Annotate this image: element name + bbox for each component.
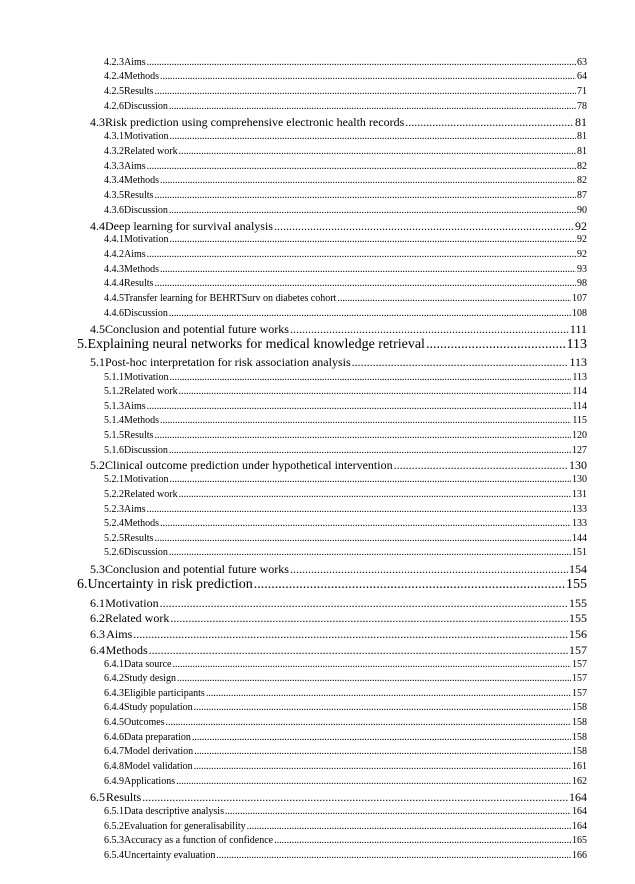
toc-entry-title: Results	[124, 429, 154, 441]
toc-entry-page: 162	[572, 775, 587, 787]
toc-entry-page: 127	[572, 444, 587, 456]
toc-dot-leader	[170, 611, 568, 626]
toc-entry-page: 164	[572, 820, 587, 832]
toc-entry-number: 5.1.5	[104, 429, 124, 441]
toc-dot-leader	[352, 355, 569, 370]
toc-entry[interactable]	[104, 372, 587, 383]
toc-entry-page: 92	[577, 248, 587, 260]
toc-entry-title: Methods	[124, 263, 159, 275]
toc-entry-title: Study design	[124, 672, 176, 684]
toc-entry[interactable]	[104, 547, 587, 558]
toc-entry[interactable]	[104, 702, 587, 713]
toc-entry-number: 6.4.3	[104, 687, 124, 699]
toc-entry-page: 120	[572, 429, 587, 441]
toc-entry-page: 158	[572, 716, 587, 728]
toc-entry-title: Methods	[124, 174, 159, 186]
toc-entry-title: Discussion	[124, 444, 168, 456]
toc-entry-page: 114	[572, 400, 587, 412]
toc-entry-number: 4.3.4	[104, 174, 124, 186]
toc-dot-leader	[172, 659, 571, 670]
toc-entry-number: 4.5	[90, 321, 105, 336]
toc-dot-leader	[177, 673, 571, 684]
toc-entry-page: 98	[577, 277, 587, 289]
toc-dot-leader	[147, 504, 571, 515]
toc-dot-leader	[290, 562, 568, 577]
toc-entry-page: 113	[572, 371, 587, 383]
toc-entry-title: Related work	[124, 385, 178, 397]
toc-entry[interactable]	[104, 161, 587, 172]
toc-entry-page: 130	[572, 473, 587, 485]
toc-entry[interactable]	[104, 673, 587, 684]
toc-entry-number: 6.4.9	[104, 775, 124, 787]
toc-entry-number: 5.1	[90, 354, 105, 369]
toc-dot-leader	[169, 308, 571, 319]
toc-entry[interactable]	[104, 474, 587, 485]
toc-entry[interactable]	[104, 659, 587, 670]
toc-entry[interactable]	[104, 761, 587, 772]
toc-entry-number: 4.4	[90, 218, 105, 233]
toc-entry-page: 151	[572, 546, 587, 558]
toc-entry[interactable]	[104, 415, 587, 426]
toc-entry-number: 4.3.3	[104, 160, 124, 172]
toc-entry-page: 158	[572, 745, 587, 757]
toc-entry-title: Motivation	[105, 595, 159, 610]
toc-entry-title: Results	[124, 277, 154, 289]
toc-entry-page: 108	[572, 307, 587, 319]
toc-entry-number: 6.4.8	[104, 760, 124, 772]
toc-entry[interactable]	[104, 489, 587, 500]
toc-entry-page: 144	[572, 532, 587, 544]
toc-entry-page: 114	[572, 385, 587, 397]
toc-entry[interactable]	[104, 688, 587, 699]
toc-dot-leader	[147, 161, 576, 172]
toc-entry-title: Applications	[124, 775, 176, 787]
toc-entry-number: 6.4.5	[104, 716, 124, 728]
toc-dot-leader	[394, 458, 568, 473]
toc-entry-title: Risk prediction using comprehensive electronic health records	[105, 114, 405, 129]
toc-entry-page: 115	[572, 414, 587, 426]
toc-entry-number: 5.2.2	[104, 488, 124, 500]
toc-entry-title: Conclusion and potential future works	[105, 321, 289, 336]
toc-entry-number: 6.5	[90, 789, 105, 804]
toc-entry-page: 63	[577, 56, 587, 68]
toc-dot-leader	[179, 146, 576, 157]
toc-entry-title: Explaining neural networks for medical knowledge retrieval	[87, 337, 425, 353]
toc-entry[interactable]	[104, 850, 587, 861]
toc-entry-number: 6.4.6	[104, 731, 124, 743]
toc-entry-page: 133	[572, 503, 587, 515]
toc-entry[interactable]	[104, 190, 587, 201]
toc-entry[interactable]	[104, 835, 587, 846]
toc-entry-title: Discussion	[124, 307, 168, 319]
toc-entry[interactable]	[104, 504, 587, 515]
toc-entry-title: Aims	[124, 400, 146, 412]
toc-entry[interactable]	[104, 86, 587, 97]
toc-entry[interactable]	[104, 278, 587, 289]
toc-entry-title: Motivation	[124, 233, 169, 245]
toc-dot-leader	[254, 577, 565, 593]
toc-dot-leader	[160, 518, 571, 529]
toc-entry-page: 155	[569, 595, 587, 610]
toc-entry-title: Results	[105, 789, 142, 804]
toc-entry[interactable]	[104, 518, 587, 529]
toc-entry-number: 6.5.3	[104, 834, 124, 846]
toc-dot-leader	[169, 131, 576, 142]
toc-dot-leader	[154, 278, 576, 289]
toc-entry-page: 157	[572, 672, 587, 684]
toc-entry-page: 161	[572, 760, 587, 772]
toc-entry-page: 164	[572, 805, 587, 817]
toc-dot-leader	[142, 790, 568, 805]
toc-entry[interactable]	[104, 175, 587, 186]
toc-entry-title: Discussion	[124, 204, 168, 216]
toc-dot-leader	[169, 205, 576, 216]
toc-entry-title: Study population	[124, 701, 193, 713]
toc-entry-title: Motivation	[124, 371, 169, 383]
toc-dot-leader	[194, 761, 571, 772]
toc-dot-leader	[169, 234, 576, 245]
toc-entry[interactable]	[104, 234, 587, 245]
toc-entry[interactable]	[104, 533, 587, 544]
toc-entry-title: Transfer learning for BEHRTSurv on diabetes cohort	[124, 292, 337, 304]
toc-entry-number: 6.1	[90, 595, 105, 610]
toc-dot-leader	[149, 643, 568, 658]
toc-entry-number: 4.4.1	[104, 233, 124, 245]
toc-entry[interactable]	[104, 293, 587, 304]
toc-entry[interactable]	[104, 806, 587, 817]
toc-entry[interactable]	[104, 101, 587, 112]
toc-entry-number: 4.4.5	[104, 292, 124, 304]
toc-dot-leader	[154, 430, 571, 441]
toc-entry[interactable]	[90, 627, 587, 642]
toc-entry[interactable]	[90, 562, 587, 577]
toc-entry-number: 4.2.6	[104, 100, 124, 112]
toc-entry-page: 133	[572, 517, 587, 529]
toc-dot-leader	[216, 850, 571, 861]
toc-entry-page: 113	[569, 354, 587, 369]
toc-entry-number: 5.2.1	[104, 473, 124, 485]
toc-entry-title: Eligible participants	[124, 687, 205, 699]
toc-entry-title: Aims	[106, 626, 133, 641]
toc-entry[interactable]	[90, 611, 587, 626]
toc-dot-leader	[147, 401, 572, 412]
toc-entry-number: 6.4.7	[104, 745, 124, 757]
toc-entry-page: 154	[569, 561, 587, 576]
toc-entry[interactable]	[90, 643, 587, 658]
toc-entry-title: Conclusion and potential future works	[105, 561, 289, 576]
toc-entry-number: 4.2.3	[104, 56, 124, 68]
toc-entry-page: 158	[572, 701, 587, 713]
toc-entry-title: Results	[124, 189, 154, 201]
toc-entry[interactable]	[104, 57, 587, 68]
toc-entry-title: Aims	[124, 503, 146, 515]
toc-entry-title: Post-hoc interpretation for risk association analysis	[105, 354, 351, 369]
toc-entry-page: 157	[569, 642, 587, 657]
toc-entry-number: 5.2.6	[104, 546, 124, 558]
toc-entry-number: 4.4.3	[104, 263, 124, 275]
toc-entry[interactable]	[104, 746, 587, 757]
toc-entry[interactable]	[104, 445, 587, 456]
toc-entry-title: Data preparation	[124, 731, 191, 743]
toc-entry-number: 6.5.1	[104, 805, 124, 817]
toc-entry-number: 5.1.3	[104, 400, 124, 412]
toc-dot-leader	[160, 415, 571, 426]
toc-entry-title: Discussion	[124, 100, 168, 112]
toc-entry[interactable]	[77, 577, 587, 593]
toc-dot-leader	[405, 115, 574, 130]
toc-entry-page: 71	[577, 85, 587, 97]
toc-entry-page: 157	[572, 687, 587, 699]
toc-entry[interactable]	[104, 430, 587, 441]
toc-entry-page: 155	[569, 610, 587, 625]
toc-entry-title: Evaluation for generalisability	[124, 820, 246, 832]
toc-entry-number: 5.3	[90, 561, 105, 576]
toc-entry-title: Results	[124, 85, 154, 97]
toc-entry-number: 4.4.6	[104, 307, 124, 319]
toc-entry-title: Aims	[124, 160, 146, 172]
toc-dot-leader	[160, 71, 576, 82]
toc-entry-title: Related work	[105, 610, 170, 625]
toc-dot-leader	[290, 322, 569, 337]
toc-entry-title: Motivation	[124, 473, 169, 485]
toc-entry-title: Uncertainty evaluation	[124, 849, 216, 861]
toc-entry[interactable]	[90, 355, 587, 370]
toc-entry-page: 64	[577, 70, 587, 82]
toc-entry-title: Accuracy as a function of confidence	[124, 834, 274, 846]
toc-dot-leader	[169, 372, 571, 383]
toc-dot-leader	[169, 474, 571, 485]
toc-entry-page: 81	[577, 145, 587, 157]
toc-entry-number: 4.2.5	[104, 85, 124, 97]
toc-dot-leader	[225, 806, 571, 817]
toc-entry-page: 156	[569, 626, 587, 641]
toc-dot-leader	[426, 337, 566, 353]
toc-entry-title: Discussion	[124, 546, 168, 558]
toc-entry-title: Model derivation	[124, 745, 194, 757]
toc-entry-page: 157	[572, 658, 587, 670]
toc-dot-leader	[274, 835, 571, 846]
toc-entry-number: 6.5.2	[104, 820, 124, 832]
toc-entry-title: Related work	[124, 488, 178, 500]
toc-entry-number: 6.5.4	[104, 849, 124, 861]
toc-entry-page: 82	[577, 174, 587, 186]
toc-dot-leader	[169, 101, 576, 112]
toc-dot-leader	[166, 717, 571, 728]
toc-entry[interactable]	[104, 821, 587, 832]
toc-entry[interactable]	[104, 717, 587, 728]
toc-entry-number: 5.	[77, 337, 88, 353]
toc-entry-page: 87	[577, 189, 587, 201]
toc-entry[interactable]	[104, 308, 587, 319]
toc-entry-number: 4.3.5	[104, 189, 124, 201]
toc-entry-number: 5.1.2	[104, 385, 124, 397]
toc-entry-title: Uncertainty in risk prediction	[87, 577, 253, 593]
toc-entry-number: 4.3.1	[104, 130, 124, 142]
toc-entry-page: 81	[577, 130, 587, 142]
toc-entry[interactable]	[104, 386, 587, 397]
toc-dot-leader	[160, 175, 576, 186]
toc-entry-page: 113	[566, 337, 587, 353]
toc-entry-page: 165	[572, 834, 587, 846]
toc-entry-number: 4.4.2	[104, 248, 124, 260]
toc-entry[interactable]	[104, 264, 587, 275]
toc-entry[interactable]	[104, 205, 587, 216]
toc-dot-leader	[154, 533, 571, 544]
toc-entry-title: Related work	[124, 145, 178, 157]
toc-entry-page: 166	[572, 849, 587, 861]
toc-entry-title: Methods	[124, 70, 159, 82]
toc-entry-number: 6.4.2	[104, 672, 124, 684]
toc-entry-number: 5.1.6	[104, 444, 124, 456]
toc-entry-number: 5.1.1	[104, 371, 124, 383]
toc-entry-number: 6.4.1	[104, 658, 124, 670]
toc-dot-leader	[337, 293, 571, 304]
toc-entry-number: 5.2.5	[104, 532, 124, 544]
toc-dot-leader	[169, 547, 571, 558]
toc-entry[interactable]	[104, 249, 587, 260]
toc-entry[interactable]	[90, 322, 587, 337]
toc-entry-number: 6.4.4	[104, 701, 124, 713]
toc-dot-leader	[274, 219, 574, 234]
toc-dot-leader	[160, 596, 568, 611]
toc-entry-number: 4.3.2	[104, 145, 124, 157]
toc-entry-number: 5.1.4	[104, 414, 124, 426]
toc-entry-page: 155	[566, 577, 587, 593]
toc-entry-number: 4.4.4	[104, 277, 124, 289]
toc-entry-page: 82	[577, 160, 587, 172]
toc-dot-leader	[179, 489, 571, 500]
toc-entry-title: Data source	[124, 658, 172, 670]
toc-entry-title: Deep learning for survival analysis	[105, 218, 273, 233]
toc-entry-number: 6.	[77, 577, 88, 593]
toc-entry-title: Outcomes	[124, 716, 165, 728]
toc-dot-leader	[176, 776, 571, 787]
toc-dot-leader	[247, 821, 571, 832]
toc-entry-page: 111	[569, 321, 587, 336]
toc-entry[interactable]	[77, 337, 587, 353]
toc-entry-title: Methods	[105, 642, 148, 657]
toc-entry-page: 164	[569, 789, 587, 804]
toc-entry-title: Methods	[124, 414, 159, 426]
toc-entry-page: 107	[572, 292, 587, 304]
toc-entry-page: 92	[577, 233, 587, 245]
toc-entry[interactable]	[90, 596, 587, 611]
toc-entry-number: 4.3.6	[104, 204, 124, 216]
toc-entry-page: 93	[577, 263, 587, 275]
toc-dot-leader	[147, 57, 576, 68]
toc-dot-leader	[154, 190, 576, 201]
toc-entry-page: 90	[577, 204, 587, 216]
toc-entry-page: 78	[577, 100, 587, 112]
toc-entry-number: 5.2.4	[104, 517, 124, 529]
toc-dot-leader	[179, 386, 572, 397]
toc-dot-leader	[154, 86, 576, 97]
toc-entry[interactable]	[90, 115, 587, 130]
toc-entry[interactable]	[104, 401, 587, 412]
toc-dot-leader	[194, 702, 571, 713]
toc-entry-number: 4.3	[90, 114, 105, 129]
toc-entry[interactable]	[104, 732, 587, 743]
toc-entry-number: 6.2	[90, 610, 105, 625]
toc-entry-title: Methods	[124, 517, 159, 529]
toc-dot-leader	[194, 746, 571, 757]
toc-entry[interactable]	[90, 790, 587, 805]
toc-dot-leader	[160, 264, 576, 275]
toc-entry-page: 158	[572, 731, 587, 743]
toc-entry[interactable]	[90, 219, 587, 234]
toc-entry-number: 6.4	[90, 642, 105, 657]
toc-entry-page: 130	[569, 457, 587, 472]
toc-entry[interactable]	[104, 131, 587, 142]
toc-entry-number: 5.2.3	[104, 503, 124, 515]
toc-dot-leader	[206, 688, 571, 699]
toc-entry[interactable]	[90, 458, 587, 473]
toc-entry-title: Model validation	[124, 760, 193, 772]
toc-entry-title: Aims	[124, 56, 146, 68]
toc-entry-number: 4.2.4	[104, 70, 124, 82]
toc-dot-leader	[133, 627, 568, 642]
toc-dot-leader	[192, 732, 571, 743]
toc-dot-leader	[169, 445, 571, 456]
toc-entry-title: Motivation	[124, 130, 169, 142]
toc-entry-title: Data descriptive analysis	[124, 805, 224, 817]
toc-entry[interactable]	[104, 146, 587, 157]
toc-entry-title: Aims	[124, 248, 146, 260]
toc-dot-leader	[147, 249, 576, 260]
toc-entry[interactable]	[104, 776, 587, 787]
toc-entry-page: 131	[572, 488, 587, 500]
toc-entry-number: 5.2	[90, 457, 105, 472]
toc-entry-title: Results	[124, 532, 154, 544]
toc-entry-number: 6.3	[90, 626, 105, 641]
toc-entry[interactable]	[104, 71, 587, 82]
toc-entry-title: Clinical outcome prediction under hypothetical intervention	[105, 457, 393, 472]
toc-entry-page: 81	[575, 114, 587, 129]
toc-entry-page: 92	[575, 218, 587, 233]
